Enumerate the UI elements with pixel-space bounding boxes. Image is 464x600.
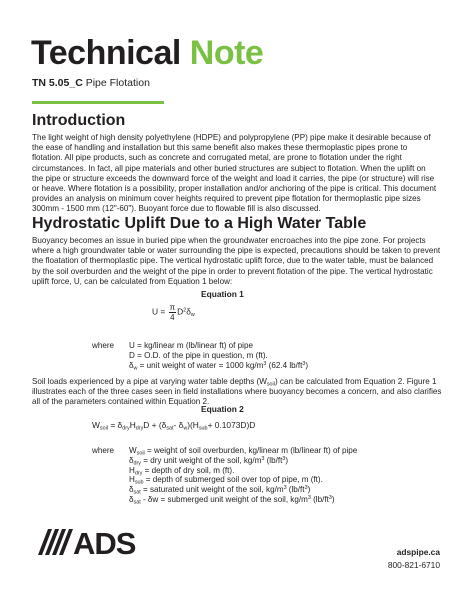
logo-wordmark: ADS: [73, 528, 136, 556]
eq1-delta-sub: w: [190, 312, 195, 319]
eq1-d-exponent: 2: [183, 307, 187, 314]
equation-1-title: Equation 1: [201, 289, 244, 299]
ads-logo: [36, 528, 144, 556]
document-title: [31, 36, 263, 70]
section-heading-hydrostatic-uplift: Hydrostatic Uplift Due to a High Water Table: [32, 215, 367, 232]
equation-2-title: Equation 2: [201, 404, 244, 414]
eq2-def-delta-dry: $\delta_{dry}$ = dry unit weight of the soil, $kg/m^3$ $(lb/ft^3)$: [129, 455, 289, 467]
document-subtitle: [32, 77, 150, 89]
eq2-def-h-sub: $H_{sub}$ = depth of submerged soil over top of pipe, m (ft).: [129, 475, 323, 486]
equation-1: [152, 303, 195, 322]
eq1-def-d: D = O.D. of the pipe in question, m (ft).: [129, 350, 268, 360]
document-subject: Pipe Flotation: [85, 77, 150, 89]
document-code: TN 5.05_C: [32, 77, 83, 89]
eq1-delta: δ: [186, 306, 191, 317]
eq1-numerator: π: [169, 303, 176, 312]
eq2-def-delta-sat: $\delta_{sat}$ = saturated unit weight of the soil, $kg/m^3$ $(lb/ft^3)$: [129, 485, 311, 496]
eq2-def-submerged: $\delta_{sat}$ - δw = submerged unit weight of the soil, $kg/m^3$ $(lb/ft^3)$: [129, 494, 335, 506]
equation-2-where-label: where: [92, 446, 115, 455]
equation-1-definitions: [129, 341, 308, 370]
eq2-def-h-dry: $H_{dry}$ = depth of dry soil, m (ft).: [129, 465, 235, 477]
equation-2-definitions: [129, 446, 357, 505]
equation-2: $W_{soil} = \delta_{dry}H_{dry}D + (\delta_{sat}-$ $\delta_w)(H_{sub}+ 0.1073D)D$: [92, 420, 256, 432]
hydrostatic-paragraph: Buoyancy becomes an issue in buried pipe when the groundwater encroaches into the pipe zone. For projects where a high groundwater table or water surrounding the pipe is expected, precautions should be taken to prevent the floatation of thermoplastic pipe. The vertical hydrostatic uplift force, due to the water table, must be balanced by the soil overburden and the weight of the pipe in order to prevent flotation of the pipe. The vertical hydrostatic uplift force, U, can be calculated from Equation 1 below:: [32, 236, 441, 286]
accent-divider: [32, 101, 164, 104]
eq2-def-wsoil: $W_{soil}$ = weight of soil overburden, kg/linear m (lb/linear ft) of pipe: [129, 446, 358, 457]
equation-1-where-label: where: [92, 341, 115, 350]
section-heading-introduction: Introduction: [32, 112, 126, 129]
title-main: Technical: [31, 34, 181, 72]
phone-number: 800-821-6710: [387, 560, 440, 570]
eq1-denominator: 4: [170, 313, 175, 322]
eq1-def-delta-w: $\delta_w$ = unit weight of water = 1000 $kg/m^3$ (62.4 $lb/ft^3$): [129, 360, 309, 372]
website-link[interactable]: adspipe.ca: [396, 547, 440, 557]
eq1-d: D: [177, 306, 184, 317]
eq1-def-u: U = kg/linear m (lb/linear ft) of pipe: [129, 341, 253, 350]
eq1-lhs: U =: [152, 306, 166, 317]
introduction-paragraph: The light weight of high density polyethylene (HDPE) and polypropylene (PP) pipe make it desirable because of the ease of handling and installation but this same benefit also makes these thermoplastic pipes prone to flotation. All pipe products, such as concrete and corrugated metal, are prone to flotation under the right circumstances. In fact, all pipe materials and other buried structures are subject to flotation. When the uplift on the pipe or structure exceeds the downward force of the weight and load it carries, the pipe (or structure) will rise or heave. Where flotation is a possibility, proper installation and/or anchoring of the pipe is critical. This document provides an analysis on minimum cover heights required to prevent pipe flotation for thermoplastic pipe sizes 300mm - 1500 mm (12"-60"). Buoyant force due to flowable fill is also discussed.: [32, 133, 437, 214]
soil-loads-paragraph: Soil loads experienced by a pipe at varying water table depths $(W_{soil})$ can be calculated from Equation 2. Figure 1 illustrates each of the three cases seen in field installations where buoyancy becomes a concern, and also clarifies all of the parameters contained within Equation 2.: [32, 377, 442, 407]
eq1-fraction: [169, 303, 177, 322]
logo-stripes-icon: [38, 529, 73, 555]
title-accent: Note: [189, 34, 264, 72]
